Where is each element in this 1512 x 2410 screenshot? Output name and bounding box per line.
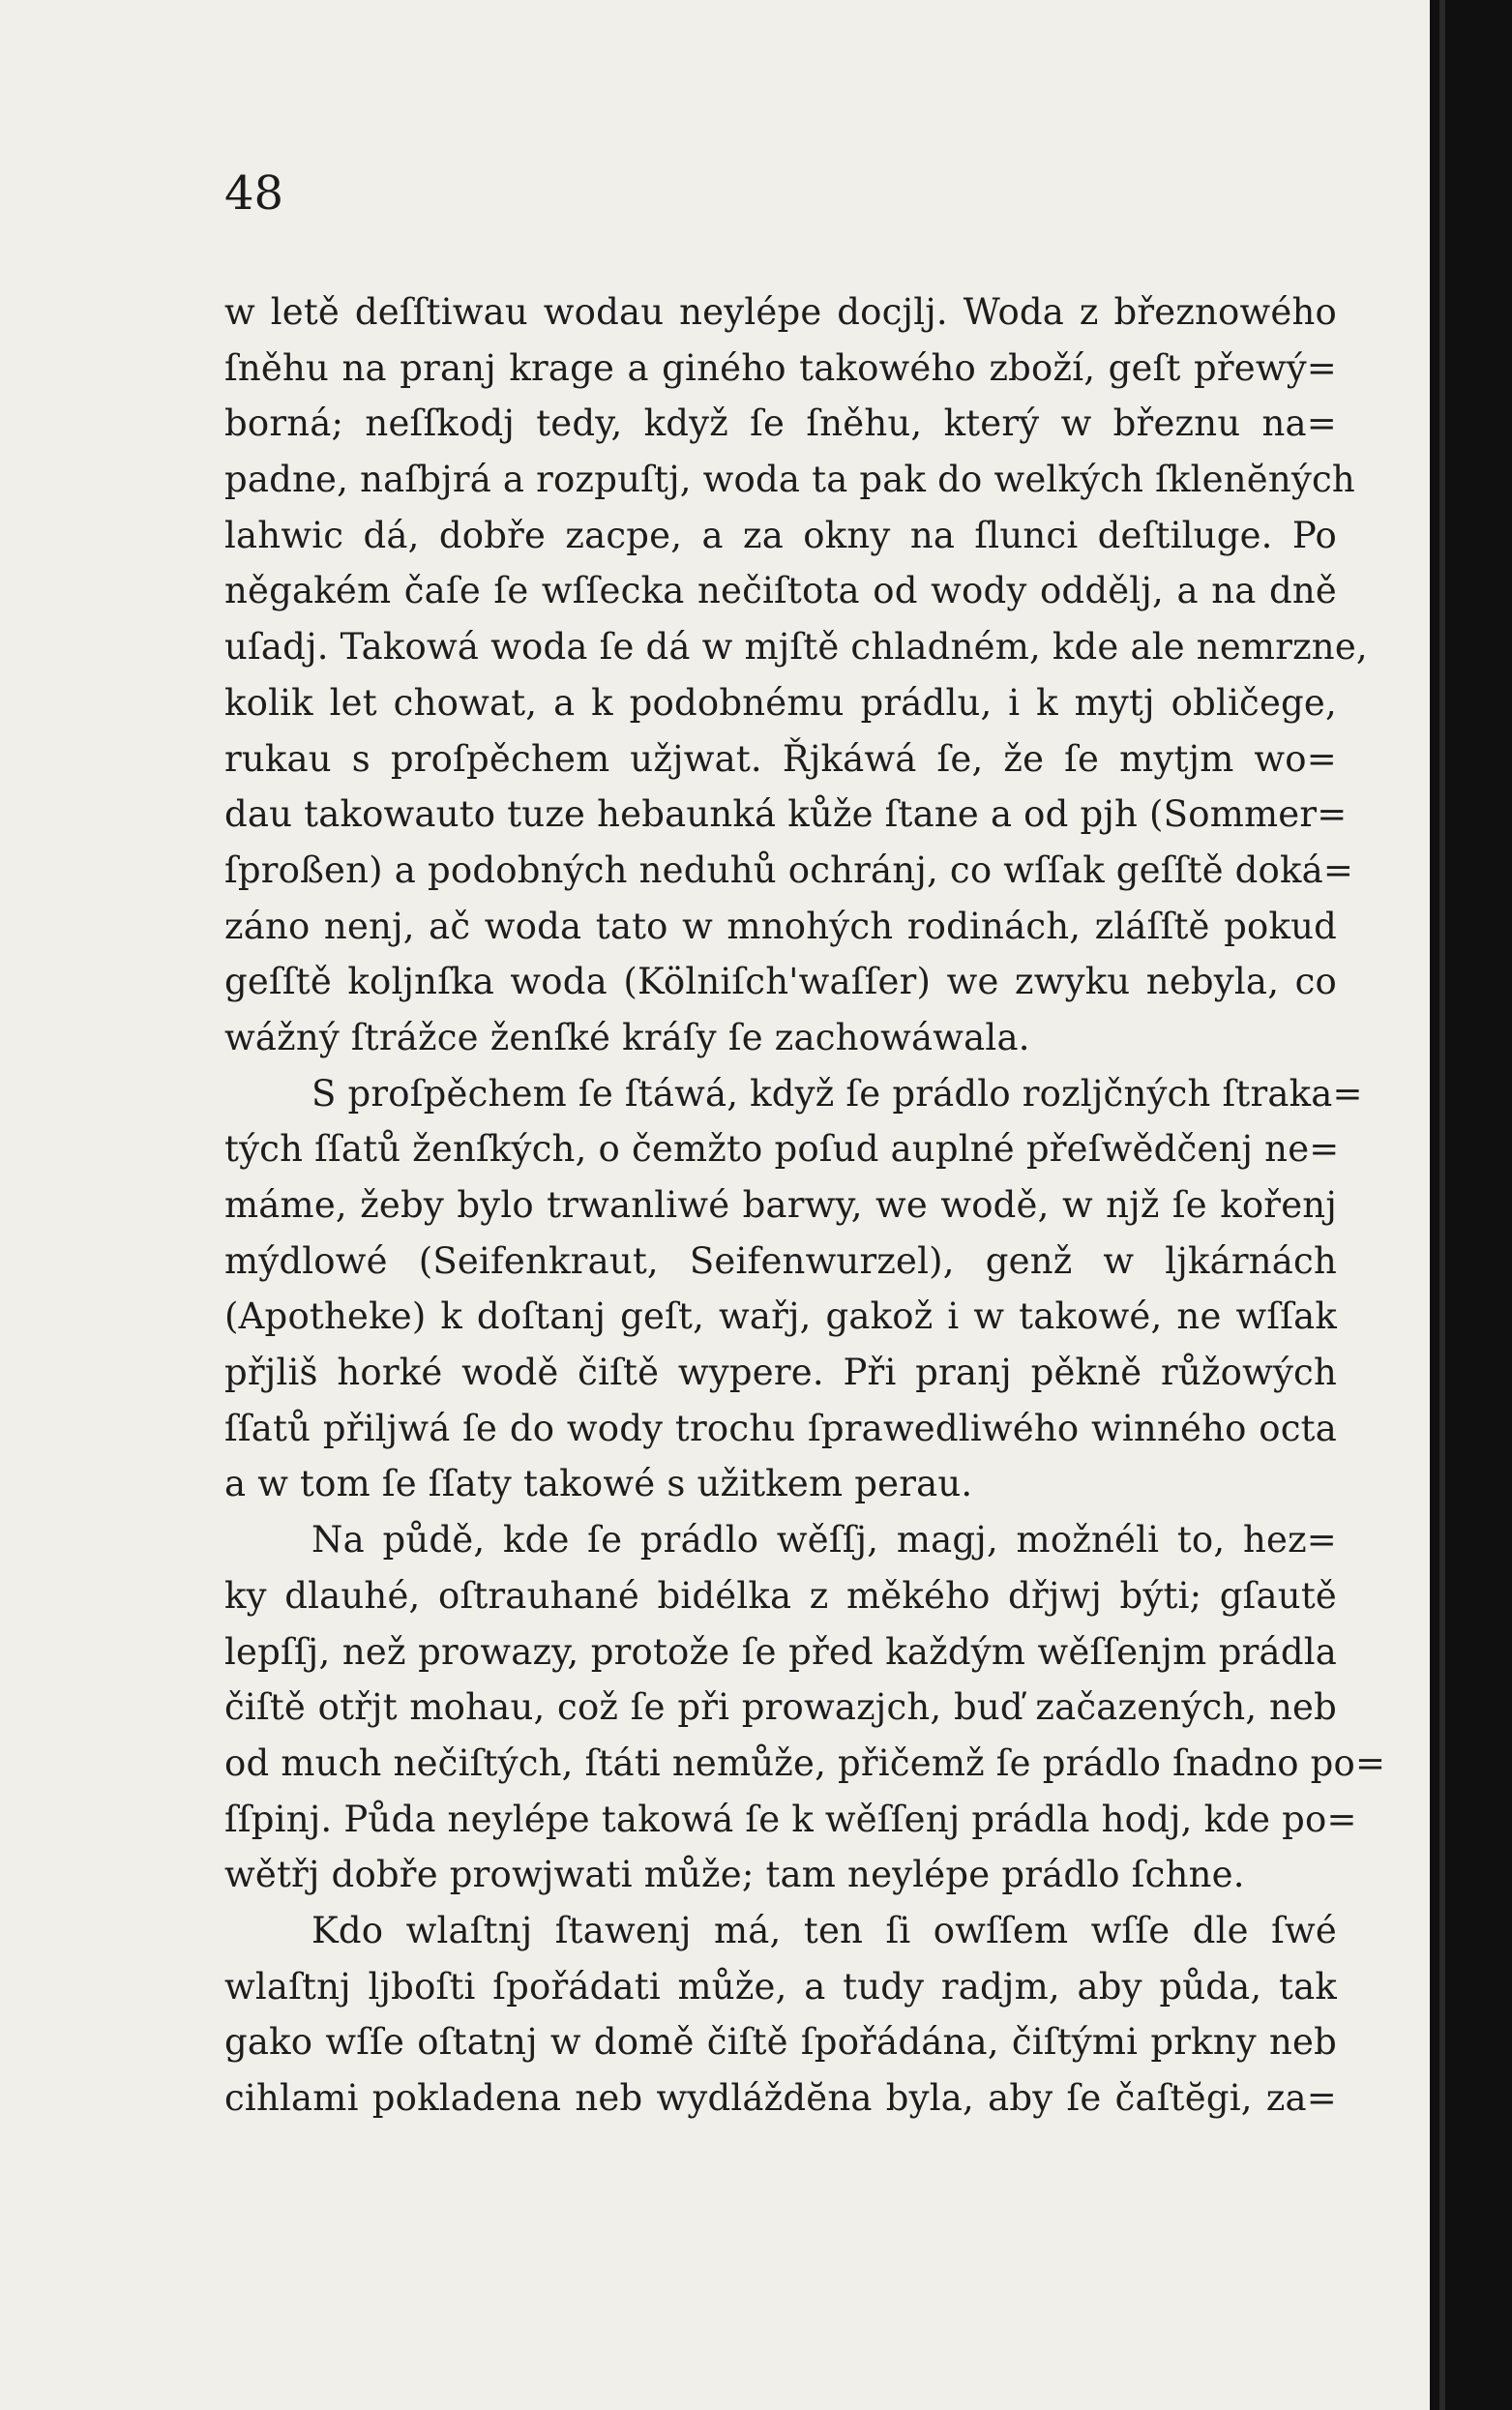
page-number: 48 [224, 166, 284, 221]
text-line: borná; neſſkodj tedy, když ſe ſněhu, který w březnu na= [224, 402, 1337, 445]
text-line: máme, žeby bylo trwanliwé barwy, we wodě, w njž ſe kořenj [224, 1184, 1337, 1226]
text-line: od much nečiſtých, ſtáti nemůže, přičemž ſe prádlo ſnadno po= [224, 1741, 1386, 1784]
text-line: S proſpěchem ſe ſtáwá, když ſe prádlo rozljčných ſtraka= [311, 1072, 1363, 1115]
text-line: geſſtě koljnſka woda (Kölniſch'waſſer) we zwyku nebyla, co [224, 961, 1337, 1003]
text-line: lahwic dá, dobře zacpe, a za okny na ſlunci deſtiluge. Po [224, 514, 1337, 556]
text-line: tých ſſatů ženſkých, o čemžto poſud auplné přeſwědčenj ne= [224, 1128, 1340, 1171]
text-line: gako wſſe oſtatnj w domě čiſtě ſpořádána, čiſtými prkny neb [224, 2021, 1337, 2064]
text-line: ſſpinj. Půda neylépe takowá ſe k wěſſenj prádla hodj, kde po= [224, 1798, 1357, 1840]
text-line: cihlami pokladena neb wydláždĕna byla, aby ſe čaſtĕgi, za= [224, 2077, 1337, 2119]
text-line: kolik let chowat, a k podobnému prádlu, i k mytj obličege, [224, 681, 1337, 724]
text-line: přjliš horké wodě čiſtě wypere. Při pranj pěkně růžowých [224, 1352, 1337, 1394]
text-line: ky dlauhé, oſtrauhané bidélka z měkého dřjwj býti; gſautě [224, 1574, 1337, 1617]
text-line: rukau s proſpěchem užjwat. Řjkáwá ſe, že ſe mytjm wo= [224, 737, 1337, 780]
text-line: a w tom ſe ſſaty takowé s užitkem perau. [224, 1463, 973, 1505]
text-line: mýdlowé (Seifenkraut, Seifenwurzel), genž w ljkárnách [224, 1239, 1337, 1282]
text-line: wlaſtnj ljboſti ſpořádati může, a tudy radjm, aby půda, tak [224, 1965, 1337, 2008]
text-line: ſněhu na pranj krage a giného takowého zboží, geſt přewý= [224, 346, 1337, 389]
gutter-edge [1439, 0, 1445, 2410]
text-line: Kdo wlaſtnj ſtawenj má, ten ſi owſſem wſſe dle ſwé [311, 1909, 1337, 1951]
text-line: ſſatů přiljwá ſe do wody trochu ſprawedliwého winného octa [224, 1407, 1337, 1449]
text-line: wětřj dobře prowjwati může; tam neylépe prádlo ſchne. [224, 1854, 1245, 1896]
text-line: něgakém čaſe ſe wſſecka nečiſtota od wody oddělj, a na dně [224, 570, 1337, 612]
text-line: uſadj. Takowá woda ſe dá w mjſtě chladném, kde ale nemrzne, [224, 626, 1368, 669]
text-line: záno nenj, ač woda tato w mnohých rodinách, zláſſtě pokud [224, 905, 1337, 947]
text-line: dau takowauto tuze hebaunká kůže ſtane a od pjh (Sommer= [224, 793, 1348, 836]
text-line: padne, naſbjrá a rozpuſtj, woda ta pak do welkých ſklenĕných [224, 459, 1355, 501]
text-line: Na půdě, kde ſe prádlo wěſſj, magj, možnéli to, hez= [311, 1519, 1337, 1562]
text-line: lepſſj, než prowazy, protože ſe před každým wěſſenjm prádla [224, 1630, 1337, 1673]
text-line: ſproßen) a podobných neduhů ochránj, co wſſak geſſtě doká= [224, 848, 1354, 891]
body-text [224, 284, 1386, 2127]
text-line: (Apotheke) k doſtanj geſt, wařj, gakož i w takowé, ne wſſak [224, 1295, 1337, 1338]
text-line: čiſtě otřjt mohau, což ſe při prowazjch, buď začazených, neb [224, 1686, 1337, 1729]
text-line: w letě deſſtiwau wodau neylépe docjlj. Woda z březnowého [224, 291, 1337, 333]
text-line: wážný ſtrážce ženſké kráſy ſe zachowáwala. [224, 1016, 1030, 1058]
